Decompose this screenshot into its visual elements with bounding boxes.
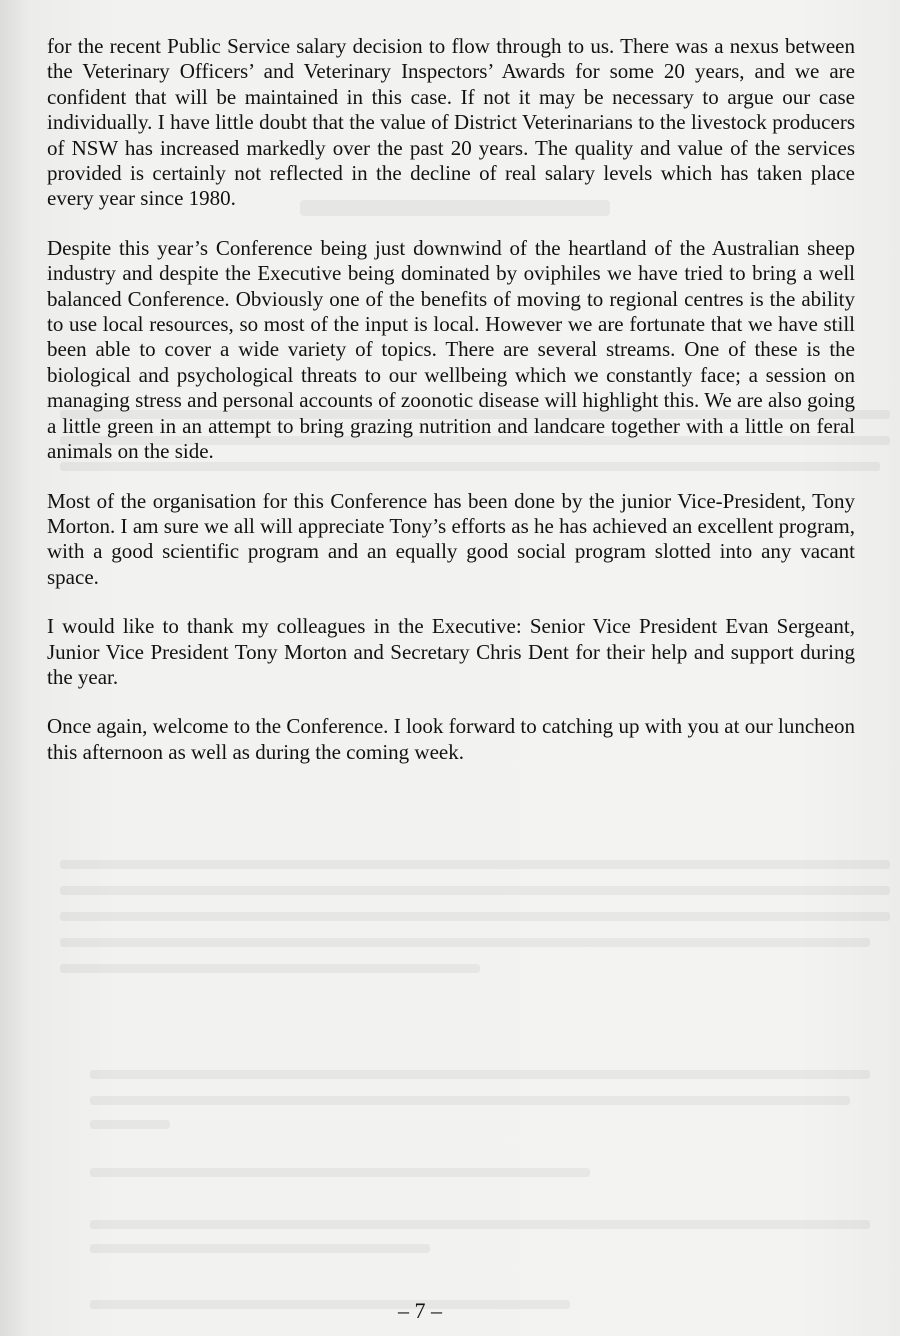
paragraph-conference-program: Despite this year’s Conference being just downwind of the heartland of the Australian sheep industry and despite the Executive being dominated by oviphiles we have tried to bring a well balanced Conference. Obviously one of the benefits of moving to regional centres is the ability to use local resources, so most of the input is local. However we are fortunate that we have still been able to cover a wide variety of topics. There are several streams. One of these is the biological and psychological threats to our wellbeing which we constantly face; a session on managing stress and personal accounts of zoonotic disease will highlight this. We are also going a little green in an attempt to bring grazing nutrition and landcare together with a little on feral animals on the side. xyxy=(47,235,855,464)
paragraph-organisation: Most of the organisation for this Conference has been done by the junior Vice-President, Tony Morton. I am sure we all will appreciate Tony’s efforts as he has achieved an excellent program, with a good scientific program and an equally good social program slotted into any vacant space. xyxy=(47,488,855,589)
letter-body xyxy=(47,34,855,789)
paragraph-salary: for the recent Public Service salary decision to flow through to us. There was a nexus between the Veterinary Officers’ and Veterinary Inspectors’ Awards for some 20 years, and we are confident that will be maintained in this case. If not it may be necessary to argue our case individually. I have little doubt that the value of District Veterinarians to the livestock producers of NSW has increased markedly over the past 20 years. The quality and value of the services provided is certainly not reflected in the decline of real salary levels which has taken place every year since 1980. xyxy=(47,34,855,211)
paragraph-thanks: I would like to thank my colleagues in the Executive: Senior Vice President Evan Sergeant, Junior Vice President Tony Morton and Secretary Chris Dent for their help and support during the year. xyxy=(47,614,855,689)
page-number: – 7 – xyxy=(398,1298,442,1323)
paragraph-welcome: Once again, welcome to the Conference. I look forward to catching up with you at our luncheon this afternoon as well as during the coming week. xyxy=(47,714,855,764)
